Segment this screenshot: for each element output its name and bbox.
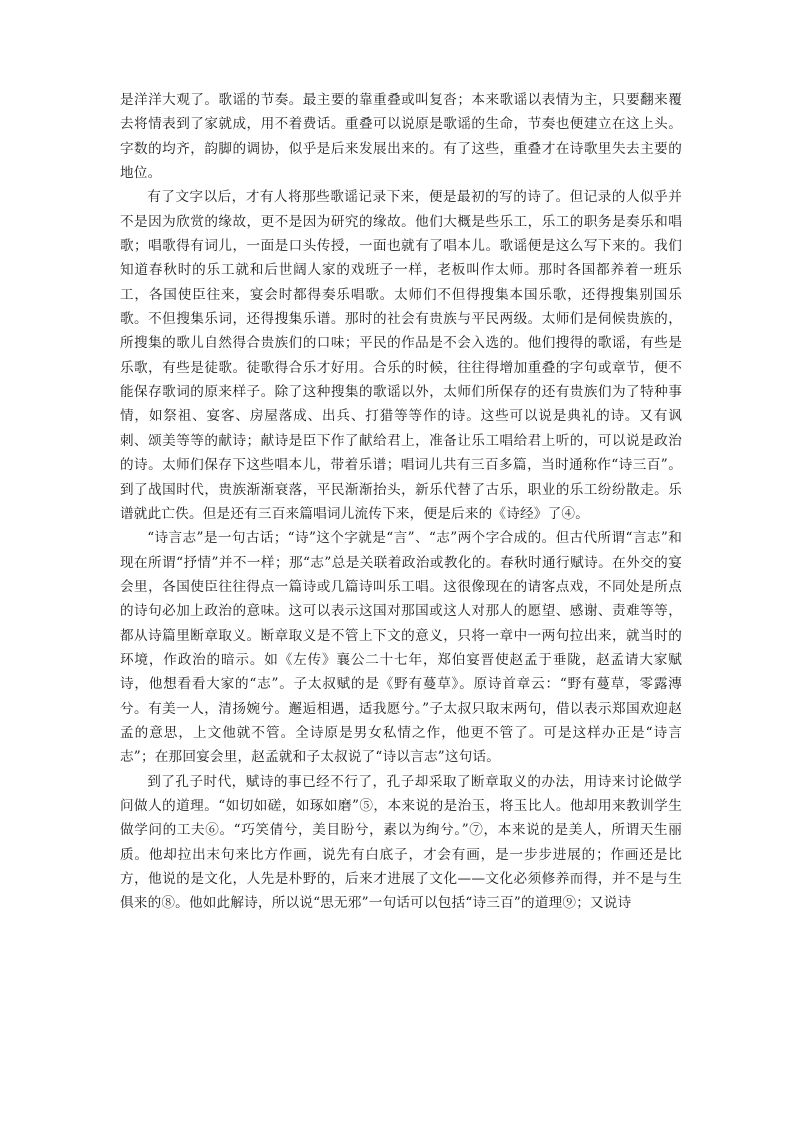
body-text (120, 88, 682, 916)
paragraph-3: “诗言志”是一句古话；“诗”这个字就是“言”、“志”两个字合成的。但古代所谓“言志”和现在所谓“抒情”并不一样；那“志”总是关联着政治或教化的。春秋时通行赋诗。在外交的宴会里，各国使臣往往得点一篇诗或几篇诗叫乐工唱。这很像现在的请客点戏，不同处是所点的诗句必加上政治的意味。这可以表示这国对那国或这人对那人的愿望、感谢、责难等等，都从诗篇里断章取义。断章取义是不管上下文的意义，只将一章中一两句拉出来，就当时的环境，作政治的暗示。如《左传》襄公二十七年，郑伯宴晋使赵孟于垂陇，赵孟请大家赋诗，他想看看大家的“志”。子太叔赋的是《野有蔓草》。原诗首章云：“野有蔓草，零露漙兮。有美一人，清扬婉兮。邂逅相遇，适我愿兮。”子太叔只取末两句，借以表示郑国欢迎赵孟的意思，上文他就不管。全诗原是男女私情之作，他更不管了。可是这样办正是“诗言志”；在那回宴会里，赵孟就和子太叔说了“诗以言志”这句话。 (120, 530, 682, 766)
paragraph-1: 是洋洋大观了。歌谣的节奏。最主要的靠重叠或叫复沓；本来歌谣以表情为主，只要翻来覆去将情表到了家就成，用不着费话。重叠可以说原是歌谣的生命，节奏也便建立在这上头。字数的均齐，韵脚的调协，似乎是后来发展出来的。有了这些，重叠才在诗歌里失去主要的地位。 (120, 92, 682, 182)
paragraph-4: 到了孔子时代，赋诗的事已经不行了，孔子却采取了断章取义的办法，用诗来讨论做学问做人的道理。“如切如磋，如琢如磨”⑤，本来说的是治玉，将玉比人。他却用来教训学生做学问的工夫⑥。“巧笑倩兮，美目盼兮，素以为绚兮。”⑦，本来说的是美人，所谓天生丽质。他却拉出末句来比方作画，说先有白底子，才会有画，是一步步进展的；作画还是比方，他说的是文化，人先是朴野的，后来才进展了文化——文化必须修养而得，并不是与生俱来的⑧。他如此解诗，所以说“思无邪”一句话可以包括“诗三百”的道理⑨；又说诗 (120, 773, 682, 912)
paragraph-2: 有了文字以后，才有人将那些歌谣记录下来，便是最初的写的诗了。但记录的人似乎并不是因为欣赏的缘故，更不是因为研究的缘故。他们大概是些乐工，乐工的职务是奏乐和唱歌；唱歌得有词儿，一面是口头传授，一面也就有了唱本儿。歌谣便是这么写下来的。我们知道春秋时的乐工就和后世阔人家的戏班子一样，老板叫作太师。那时各国都养着一班乐工，各国使臣往来，宴会时都得奏乐唱歌。太师们不但得搜集本国乐歌，还得搜集别国乐歌。不但搜集乐词，还得搜集乐谱。那时的社会有贵族与平民两级。太师们是伺候贵族的，所搜集的歌儿自然得合贵族们的口味；平民的作品是不会入选的。他们搜得的歌谣，有些是乐歌，有些是徒歌。徒歌得合乐才好用。合乐的时候，往往得增加重叠的字句或章节，便不能保存歌词的原来样子。除了这种搜集的歌谣以外，太师们所保存的还有贵族们为了特种事情，如祭祖、宴客、房屋落成、出兵、打猎等等作的诗。这些可以说是典礼的诗。又有讽刺、颂美等等的献诗；献诗是臣下作了献给君上，准备让乐工唱给君上听的，可以说是政治的诗。太师们保存下这些唱本儿，带着乐谱；唱词儿共有三百多篇，当时通称作“诗三百”。到了战国时代，贵族渐渐衰落，平民渐渐抬头，新乐代替了古乐，职业的乐工纷纷散走。乐谱就此亡佚。但是还有三百来篇唱词儿流传下来，便是后来的《诗经》了④。 (120, 189, 682, 522)
